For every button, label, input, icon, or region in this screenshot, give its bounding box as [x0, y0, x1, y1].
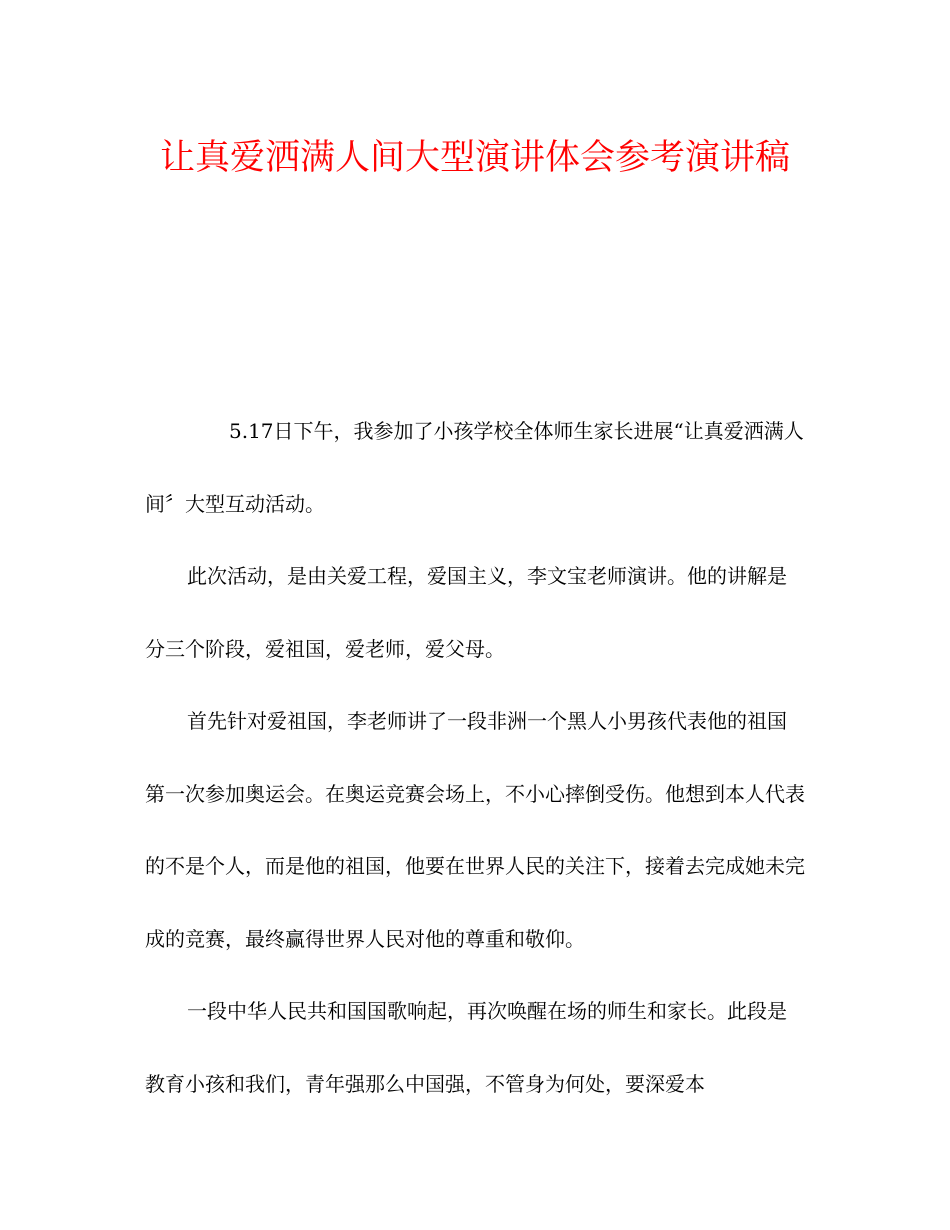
paragraph-2: 此次活动，是由关爱工程，爱国主义，李文宝老师演讲。他的讲解是分三个阶段，爱祖国，爱老师，爱父母。	[145, 564, 787, 661]
paragraph-3: 首先针对爱祖国，李老师讲了一段非洲一个黑人小男孩代表他的祖国第一次参加奥运会。在奥运竞赛会场上，不小心摔倒受伤。他想到本人代表的不是个人，而是他的祖国，他要在世界人民的关注下，接着去完成她未完成的竞赛，最终赢得世界人民对他的尊重和敬仰。	[145, 709, 805, 951]
document-title: 让真爱洒满人间大型演讲体会参考演讲稿	[159, 138, 790, 178]
paragraph-1: 5.17日下午，我参加了小孩学校全体师生家长进展“让真爱洒满人间〞大型互动活动。	[145, 419, 804, 516]
document-body	[145, 395, 805, 1120]
paragraph-4: 一段中华人民共和国国歌响起，再次唤醒在场的师生和家长。此段是教育小孩和我们，青年强那么中国强，不管身为何处，要深爱本	[145, 999, 787, 1096]
